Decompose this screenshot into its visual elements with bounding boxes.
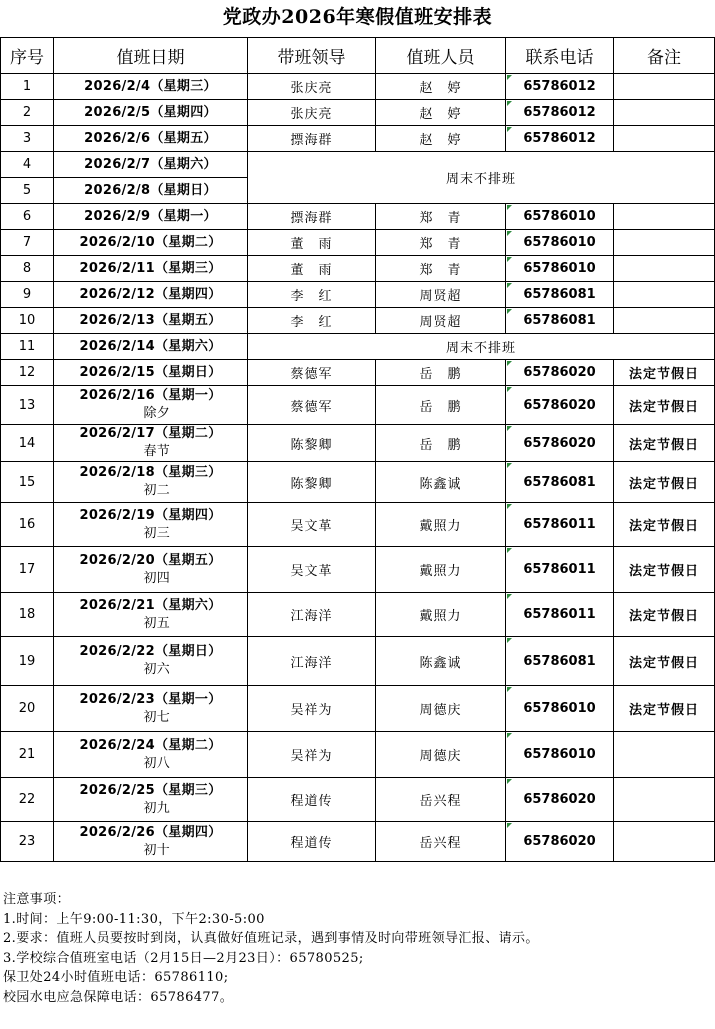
row-seq: 23 bbox=[1, 822, 54, 862]
row-staff: 周德庆 bbox=[376, 686, 506, 732]
date-wrap bbox=[79, 824, 221, 860]
table-row bbox=[1, 256, 715, 282]
row-date-cell bbox=[54, 778, 248, 822]
row-lunar-date: 初二 bbox=[143, 483, 171, 498]
row-staff: 郑 青 bbox=[376, 204, 506, 230]
date-wrap bbox=[84, 130, 217, 148]
row-phone: 65786020 bbox=[506, 822, 614, 862]
notes-line-time: 1.时间：上午9:00-11:30，下午2:30-5:00 bbox=[3, 911, 265, 927]
row-staff: 岳 鹏 bbox=[376, 425, 506, 462]
table-row bbox=[1, 230, 715, 256]
page-title: 党政办2026年寒假值班安排表 bbox=[222, 6, 493, 28]
date-wrap bbox=[79, 425, 221, 461]
row-lunar-date: 春节 bbox=[143, 444, 171, 459]
row-leader: 张庆亮 bbox=[248, 74, 376, 100]
row-note bbox=[614, 74, 715, 100]
row-seq: 10 bbox=[1, 308, 54, 334]
row-date: 2026/2/25（星期三） bbox=[79, 782, 222, 798]
date-wrap bbox=[79, 260, 221, 278]
row-date: 2026/2/13（星期五） bbox=[79, 312, 222, 328]
row-date-cell bbox=[54, 360, 248, 386]
row-lunar-date: 除夕 bbox=[143, 406, 171, 421]
row-lunar-date: 初四 bbox=[143, 570, 171, 586]
row-note bbox=[614, 282, 715, 308]
row-note: 法定节假日 bbox=[614, 547, 715, 593]
row-phone: 65786012 bbox=[506, 126, 614, 152]
row-staff: 郑 青 bbox=[376, 230, 506, 256]
row-note: 法定节假日 bbox=[614, 503, 715, 547]
row-date: 2026/2/7（星期六） bbox=[84, 156, 217, 172]
table-row bbox=[1, 593, 715, 637]
row-date: 2026/2/20（星期五） bbox=[79, 552, 222, 568]
table-row bbox=[1, 74, 715, 100]
row-phone: 65786081 bbox=[506, 282, 614, 308]
row-lunar-date: 初十 bbox=[143, 842, 171, 858]
row-date: 2026/2/18（星期三） bbox=[79, 465, 222, 480]
row-lunar-date: 初九 bbox=[143, 800, 171, 816]
row-seq: 12 bbox=[1, 360, 54, 386]
date-wrap bbox=[84, 156, 217, 174]
row-date-cell bbox=[54, 100, 248, 126]
row-lunar-date: 初八 bbox=[143, 755, 171, 771]
table-body bbox=[1, 74, 715, 862]
row-phone: 65786010 bbox=[506, 256, 614, 282]
row-leader: 江海洋 bbox=[248, 593, 376, 637]
row-phone: 65786012 bbox=[506, 100, 614, 126]
row-date: 2026/2/4（星期三） bbox=[84, 78, 217, 94]
row-note: 法定节假日 bbox=[614, 425, 715, 462]
row-phone: 65786020 bbox=[506, 778, 614, 822]
table-row bbox=[1, 778, 715, 822]
row-note: 法定节假日 bbox=[614, 593, 715, 637]
row-seq: 6 bbox=[1, 204, 54, 230]
row-date: 2026/2/5（星期四） bbox=[84, 104, 217, 120]
row-date-cell bbox=[54, 204, 248, 230]
row-date-cell bbox=[54, 74, 248, 100]
row-note bbox=[614, 256, 715, 282]
row-phone: 65786081 bbox=[506, 637, 614, 686]
row-leader: 陈黎卿 bbox=[248, 462, 376, 503]
row-date: 2026/2/14（星期六） bbox=[79, 338, 222, 354]
table-row bbox=[1, 100, 715, 126]
row-date-cell bbox=[54, 593, 248, 637]
row-staff: 戴照力 bbox=[376, 547, 506, 593]
row-date: 2026/2/19（星期四） bbox=[79, 507, 222, 523]
date-wrap bbox=[84, 182, 217, 200]
row-seq: 16 bbox=[1, 503, 54, 547]
date-wrap bbox=[79, 782, 221, 818]
date-wrap bbox=[79, 552, 221, 588]
row-staff: 陈鑫诚 bbox=[376, 462, 506, 503]
row-leader: 蔡德军 bbox=[248, 386, 376, 425]
row-leader: 吴祥为 bbox=[248, 732, 376, 778]
row-note bbox=[614, 100, 715, 126]
row-leader: 摽海群 bbox=[248, 126, 376, 152]
row-note: 法定节假日 bbox=[614, 462, 715, 503]
row-date-cell bbox=[54, 732, 248, 778]
row-date-cell bbox=[54, 462, 248, 503]
row-note bbox=[614, 778, 715, 822]
row-date: 2026/2/22（星期日） bbox=[79, 644, 222, 659]
table-header-row bbox=[1, 38, 715, 74]
row-staff: 赵 婷 bbox=[376, 74, 506, 100]
table-row bbox=[1, 386, 715, 425]
table-row bbox=[1, 126, 715, 152]
row-note bbox=[614, 822, 715, 862]
row-phone: 65786010 bbox=[506, 204, 614, 230]
row-date: 2026/2/17（星期二） bbox=[79, 426, 222, 441]
row-leader: 董 雨 bbox=[248, 230, 376, 256]
notes-line-security-phone: 保卫处24小时值班电话：65786110; bbox=[3, 970, 229, 985]
row-lunar-date: 初七 bbox=[143, 709, 171, 725]
row-leader: 吴祥为 bbox=[248, 686, 376, 732]
date-wrap bbox=[79, 312, 221, 330]
row-phone: 65786020 bbox=[506, 386, 614, 425]
row-phone: 65786010 bbox=[506, 230, 614, 256]
date-wrap bbox=[79, 643, 221, 679]
row-seq: 14 bbox=[1, 425, 54, 462]
row-seq: 2 bbox=[1, 100, 54, 126]
date-wrap bbox=[79, 507, 221, 543]
row-note bbox=[614, 732, 715, 778]
row-seq: 18 bbox=[1, 593, 54, 637]
row-phone: 65786020 bbox=[506, 360, 614, 386]
row-leader: 摽海群 bbox=[248, 204, 376, 230]
row-leader: 董 雨 bbox=[248, 256, 376, 282]
row-seq: 20 bbox=[1, 686, 54, 732]
row-note: 法定节假日 bbox=[614, 637, 715, 686]
row-date-cell bbox=[54, 503, 248, 547]
table-row bbox=[1, 822, 715, 862]
date-wrap bbox=[84, 104, 217, 122]
row-date-cell bbox=[54, 308, 248, 334]
row-note bbox=[614, 230, 715, 256]
row-lunar-date: 初三 bbox=[143, 525, 171, 541]
header-staff: 值班人员 bbox=[376, 38, 506, 74]
row-date-cell bbox=[54, 282, 248, 308]
table-row bbox=[1, 503, 715, 547]
row-date: 2026/2/26（星期四） bbox=[79, 824, 222, 840]
row-phone: 65786081 bbox=[506, 462, 614, 503]
weekend-no-duty: 周末不排班 bbox=[248, 334, 715, 360]
date-wrap bbox=[84, 78, 217, 96]
row-date: 2026/2/15（星期日） bbox=[79, 364, 222, 380]
date-wrap bbox=[79, 691, 221, 727]
row-date: 2026/2/23（星期一） bbox=[79, 691, 222, 707]
date-wrap bbox=[79, 737, 221, 773]
row-leader: 吴文革 bbox=[248, 503, 376, 547]
table-row bbox=[1, 308, 715, 334]
notes-section bbox=[3, 890, 713, 1007]
row-note: 法定节假日 bbox=[614, 386, 715, 425]
row-seq: 17 bbox=[1, 547, 54, 593]
row-leader: 吴文革 bbox=[248, 547, 376, 593]
row-note bbox=[614, 204, 715, 230]
row-phone: 65786011 bbox=[506, 593, 614, 637]
weekend-no-duty: 周末不排班 bbox=[248, 152, 715, 204]
row-phone: 65786010 bbox=[506, 686, 614, 732]
row-staff: 赵 婷 bbox=[376, 126, 506, 152]
table-row bbox=[1, 334, 715, 360]
table-row bbox=[1, 282, 715, 308]
row-staff: 岳兴程 bbox=[376, 778, 506, 822]
row-seq: 11 bbox=[1, 334, 54, 360]
row-staff: 郑 青 bbox=[376, 256, 506, 282]
row-seq: 5 bbox=[1, 178, 54, 204]
table-row bbox=[1, 152, 715, 178]
row-seq: 22 bbox=[1, 778, 54, 822]
row-staff: 周贤超 bbox=[376, 308, 506, 334]
row-date-cell bbox=[54, 637, 248, 686]
row-staff: 岳 鹏 bbox=[376, 360, 506, 386]
row-date-cell bbox=[54, 822, 248, 862]
row-lunar-date: 初五 bbox=[143, 615, 171, 631]
date-wrap bbox=[79, 338, 221, 356]
date-wrap bbox=[79, 234, 221, 252]
row-phone: 65786020 bbox=[506, 425, 614, 462]
row-date: 2026/2/9（星期一） bbox=[84, 208, 217, 224]
row-date: 2026/2/6（星期五） bbox=[84, 130, 217, 146]
row-note: 法定节假日 bbox=[614, 686, 715, 732]
row-seq: 15 bbox=[1, 462, 54, 503]
row-staff: 岳 鹏 bbox=[376, 386, 506, 425]
row-leader: 李 红 bbox=[248, 282, 376, 308]
row-leader: 江海洋 bbox=[248, 637, 376, 686]
row-date-cell bbox=[54, 126, 248, 152]
date-wrap bbox=[79, 387, 221, 423]
notes-line-duty-phone: 3.学校综合值班室电话（2月15日—2月23日）：65780525; bbox=[3, 950, 364, 966]
table-row bbox=[1, 425, 715, 462]
row-phone: 65786012 bbox=[506, 74, 614, 100]
header-note: 备注 bbox=[614, 38, 715, 74]
row-phone: 65786010 bbox=[506, 732, 614, 778]
duty-schedule-table bbox=[0, 37, 715, 862]
row-date: 2026/2/12（星期四） bbox=[79, 286, 222, 302]
row-leader: 张庆亮 bbox=[248, 100, 376, 126]
row-staff: 陈鑫诚 bbox=[376, 637, 506, 686]
row-date: 2026/2/11（星期三） bbox=[79, 260, 222, 276]
row-date: 2026/2/24（星期二） bbox=[79, 737, 222, 753]
row-seq: 21 bbox=[1, 732, 54, 778]
row-seq: 19 bbox=[1, 637, 54, 686]
row-date: 2026/2/10（星期二） bbox=[79, 234, 222, 250]
row-staff: 戴照力 bbox=[376, 593, 506, 637]
row-lunar-date: 初六 bbox=[143, 662, 171, 677]
row-leader: 程道传 bbox=[248, 822, 376, 862]
row-seq: 7 bbox=[1, 230, 54, 256]
row-staff: 赵 婷 bbox=[376, 100, 506, 126]
row-staff: 周德庆 bbox=[376, 732, 506, 778]
date-wrap bbox=[79, 286, 221, 304]
row-seq: 3 bbox=[1, 126, 54, 152]
row-staff: 周贤超 bbox=[376, 282, 506, 308]
row-leader: 程道传 bbox=[248, 778, 376, 822]
row-date-cell bbox=[54, 334, 248, 360]
notes-heading: 注意事项： bbox=[3, 892, 71, 907]
row-date: 2026/2/21（星期六） bbox=[79, 597, 222, 613]
notes-line-utility-phone: 校园水电应急保障电话：65786477。 bbox=[3, 989, 234, 1005]
date-wrap bbox=[79, 597, 221, 633]
row-leader: 蔡德军 bbox=[248, 360, 376, 386]
date-wrap bbox=[79, 464, 221, 500]
table-row bbox=[1, 637, 715, 686]
row-date-cell bbox=[54, 425, 248, 462]
row-date-cell bbox=[54, 178, 248, 204]
row-note bbox=[614, 308, 715, 334]
date-wrap bbox=[79, 364, 221, 382]
table-row bbox=[1, 686, 715, 732]
row-date-cell bbox=[54, 386, 248, 425]
row-seq: 9 bbox=[1, 282, 54, 308]
row-staff: 戴照力 bbox=[376, 503, 506, 547]
table-row bbox=[1, 360, 715, 386]
table-row bbox=[1, 462, 715, 503]
row-leader: 陈黎卿 bbox=[248, 425, 376, 462]
header-leader: 带班领导 bbox=[248, 38, 376, 74]
row-seq: 13 bbox=[1, 386, 54, 425]
row-seq: 8 bbox=[1, 256, 54, 282]
table-row bbox=[1, 547, 715, 593]
row-date-cell bbox=[54, 547, 248, 593]
row-phone: 65786011 bbox=[506, 547, 614, 593]
row-seq: 4 bbox=[1, 152, 54, 178]
notes-line-requirement: 2.要求：值班人员要按时到岗，认真做好值班记录，遇到事情及时向带班领导汇报、请示。 bbox=[3, 931, 539, 946]
row-note: 法定节假日 bbox=[614, 360, 715, 386]
row-staff: 岳兴程 bbox=[376, 822, 506, 862]
table-row bbox=[1, 732, 715, 778]
table-row bbox=[1, 204, 715, 230]
row-date: 2026/2/16（星期一） bbox=[79, 388, 222, 403]
row-note bbox=[614, 126, 715, 152]
row-leader: 李 红 bbox=[248, 308, 376, 334]
header-seq: 序号 bbox=[1, 38, 54, 74]
row-seq: 1 bbox=[1, 74, 54, 100]
header-phone: 联系电话 bbox=[506, 38, 614, 74]
row-phone: 65786011 bbox=[506, 503, 614, 547]
row-phone: 65786081 bbox=[506, 308, 614, 334]
row-date-cell bbox=[54, 152, 248, 178]
header-date: 值班日期 bbox=[54, 38, 248, 74]
row-date-cell bbox=[54, 230, 248, 256]
row-date-cell bbox=[54, 686, 248, 732]
date-wrap bbox=[84, 208, 217, 226]
row-date-cell bbox=[54, 256, 248, 282]
row-date: 2026/2/8（星期日） bbox=[84, 182, 217, 198]
